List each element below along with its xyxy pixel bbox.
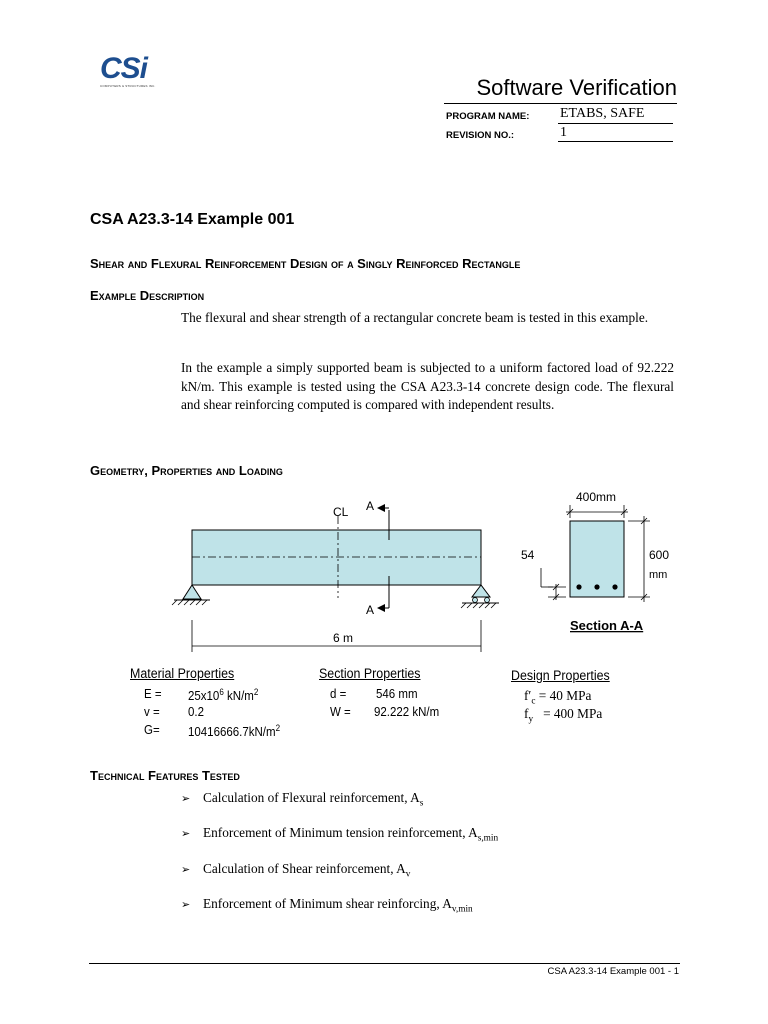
revision-label: REVISION NO.:: [446, 130, 515, 141]
feature-item: ➢ Enforcement of Minimum shear reinforcing, $A_{v,min}$: [181, 896, 473, 915]
section-width-label: 400mm: [576, 490, 617, 504]
span-label: 6 m: [333, 631, 354, 645]
description-paragraph-2: In the example a simply supported beam is subjected to a uniform factored load of 92.222 kN/m. This example is tested using the CSA A23.3-14 concrete design code. The flexural and shear reinforcing computed is compared with independent results.: [181, 360, 674, 412]
section-properties-heading: Section Properties: [319, 666, 421, 681]
material-v-value: 0.2: [188, 705, 204, 719]
cover-label: 54: [521, 548, 535, 562]
pin-support: [183, 585, 201, 599]
material-v-label: v =: [144, 705, 160, 719]
material-properties-heading: Material Properties: [130, 666, 235, 681]
section-caption: Section A-A: [570, 618, 644, 633]
footer-rule: [89, 963, 680, 964]
logo-subtitle: COMPUTERS & STRUCTURES INC.: [100, 84, 156, 88]
feature-item: ➢ Calculation of Flexural reinforcement, $A_s$: [181, 790, 424, 809]
design-fc: $f'_c = 40$ MPa: [524, 688, 592, 707]
example-subtitle: Shear and Flexural Reinforcement Design of a Singly Reinforced Rectangle: [90, 256, 521, 271]
example-title: CSA A23.3-14 Example 001: [90, 211, 295, 228]
description-paragraph-1: The flexural and shear strength of a rectangular concrete beam is tested in this example.: [181, 310, 649, 325]
material-e-value: $25x10^6$ $kN/m^2$: [188, 687, 259, 704]
bullet-arrow-icon: ➢: [181, 827, 191, 840]
geometry-heading: Geometry, Properties and Loading: [90, 463, 283, 478]
section-depth-unit: mm: [649, 569, 668, 581]
centerline-label: CL: [333, 505, 349, 519]
bullet-arrow-icon: ➢: [181, 898, 191, 911]
section-d-value: 546 mm: [376, 687, 418, 701]
roller-wheel-right: [485, 598, 490, 603]
material-g-value: $10416666.7kN/m^2$: [188, 723, 281, 740]
example-description-heading: Example Description: [90, 288, 205, 303]
logo-text: CSi: [100, 52, 148, 85]
bullet-arrow-icon: ➢: [181, 863, 191, 876]
technical-features-heading: Technical Features Tested: [90, 768, 240, 783]
document-title: Software Verification: [476, 75, 677, 100]
program-name-value: ETABS, SAFE: [560, 106, 645, 121]
section-w-value: 92.222 kN/m: [374, 705, 440, 719]
material-e-label: E =: [144, 687, 162, 701]
section-marker-bottom: A: [366, 603, 375, 617]
section-depth-value: 600: [649, 548, 670, 562]
section-w-label: W =: [330, 705, 351, 719]
roller-support: [472, 585, 490, 597]
design-properties-heading: Design Properties: [511, 668, 610, 683]
program-name-label: PROGRAM NAME:: [446, 111, 530, 122]
design-fy: $f_y = 400$ MPa: [524, 706, 603, 725]
rebar-3: [612, 584, 617, 589]
feature-item: ➢ Enforcement of Minimum tension reinforcement, $A_{s,min}$: [181, 825, 499, 844]
pin-hatch: [172, 600, 207, 605]
page-footer: CSA A23.3-14 Example 001 - 1: [547, 966, 679, 977]
roller-wheel-left: [473, 598, 478, 603]
material-g-label: G=: [144, 723, 160, 737]
feature-item: ➢ Calculation of Shear reinforcement, $A_v$: [181, 861, 411, 880]
rebar-1: [576, 584, 581, 589]
beam-elevation: [192, 530, 481, 585]
roller-hatch: [461, 603, 496, 608]
section-d-label: d =: [330, 687, 347, 701]
rebar-2: [594, 584, 599, 589]
section-marker-top: A: [366, 499, 375, 513]
revision-value: 1: [560, 125, 567, 140]
bullet-arrow-icon: ➢: [181, 792, 191, 805]
